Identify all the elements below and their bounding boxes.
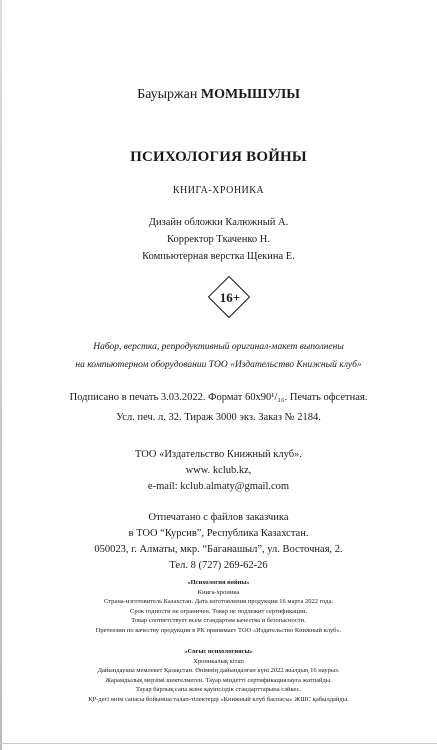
publisher-name: ТОО «Издательство Книжный клуб». <box>135 449 302 460</box>
credit-proofreader: Корректор Ткаченко Н. <box>167 234 270 245</box>
product-info-line: Хроникалық кітап <box>193 657 244 665</box>
credit-cover-design: Дизайн обложки Калюжный А. <box>148 217 289 228</box>
printer-phone: Тел. 8 (727) 269-62-26 <box>169 560 268 571</box>
page-edge <box>0 0 2 750</box>
product-info-line: Тауар барлық сапа және қауіпсіздік стандарттарына сәйкес. <box>135 686 302 693</box>
book-subtitle: КНИГА-ХРОНИКА <box>172 185 265 196</box>
product-info-line: Срок годности не ограничен. Товар не подлежит сертификации. <box>130 607 307 615</box>
age-rating-badge <box>208 276 252 320</box>
author-name <box>0 87 437 103</box>
age-rating-text: 16+ <box>219 290 241 305</box>
bottom-rule <box>0 743 437 744</box>
product-info-line: Дайындаушы мемлекет Қазақстан. Өнімнің дайындалған күні 2022 жылдың 16 наурыз. <box>97 667 340 674</box>
product-info-line: Жарамдылық мерзімі шектелмеген. Тауар міндетті сертификациялауға жатпайды. <box>105 676 332 684</box>
product-info-line: Страна-изготовитель Казахстан. Дата изготовления продукции 16 марта 2022 года. <box>104 598 333 605</box>
author-last-name: МОМЫШУЛЫ <box>200 87 300 102</box>
publisher-website: www. kclub.kz, <box>185 465 252 476</box>
print-info-line: Подписано в печать 3.03.2022. Формат 60x90¹/₁₆. Печать офсетная. <box>69 392 368 403</box>
product-info-ru <box>0 578 437 635</box>
book-title: ПСИХОЛОГИЯ ВОЙНЫ <box>130 149 307 165</box>
printer-line: Отпечатано с файлов заказчика <box>148 512 289 523</box>
printer-address: 050023, г. Алматы, мкр. “Баганашыл”, ул. Восточная, 2. <box>94 544 343 555</box>
credits <box>0 214 437 265</box>
product-info-line: Товар соответствует всем стандартам качества и безопасности. <box>131 617 306 624</box>
publisher-info <box>0 447 437 495</box>
product-info-title: «Психология войны» <box>187 579 250 586</box>
tech-note <box>0 338 437 374</box>
product-info-kz <box>0 647 437 704</box>
product-info-line: Книга-хроника <box>197 588 240 596</box>
print-info <box>0 388 437 428</box>
credit-layout: Компьютерная верстка Щекина Е. <box>142 251 295 262</box>
print-info-line: Усл. печ. л. 32. Тираж 3000 экз. Заказ № 2184. <box>116 412 321 423</box>
printer-info <box>0 510 437 574</box>
tech-note-line: на компьютерном оборудовании ТОО «Издательство Книжный клуб» <box>75 360 362 370</box>
publisher-email: e-mail: kclub.almaty@gmail.com <box>147 481 290 492</box>
product-info-title: «Соғыс психологиясы» <box>184 648 253 655</box>
author-first-name: Бауыржан <box>137 87 198 102</box>
tech-note-line: Набор, верстка, репродуктивный оригинал-макет выполнены <box>93 342 344 352</box>
printer-line: в ТОО “Курсив”, Республика Казахстан. <box>128 528 309 539</box>
product-info-line: Претензии по качеству продукции в РК принимает ТОО «Издательство Книжный клуб». <box>95 626 342 634</box>
product-info-line: ҚР-дегі өнім сапасы бойынша талап-тілектерді «Книжный клуб баспасы» ЖШС қабылдайды. <box>88 695 349 703</box>
